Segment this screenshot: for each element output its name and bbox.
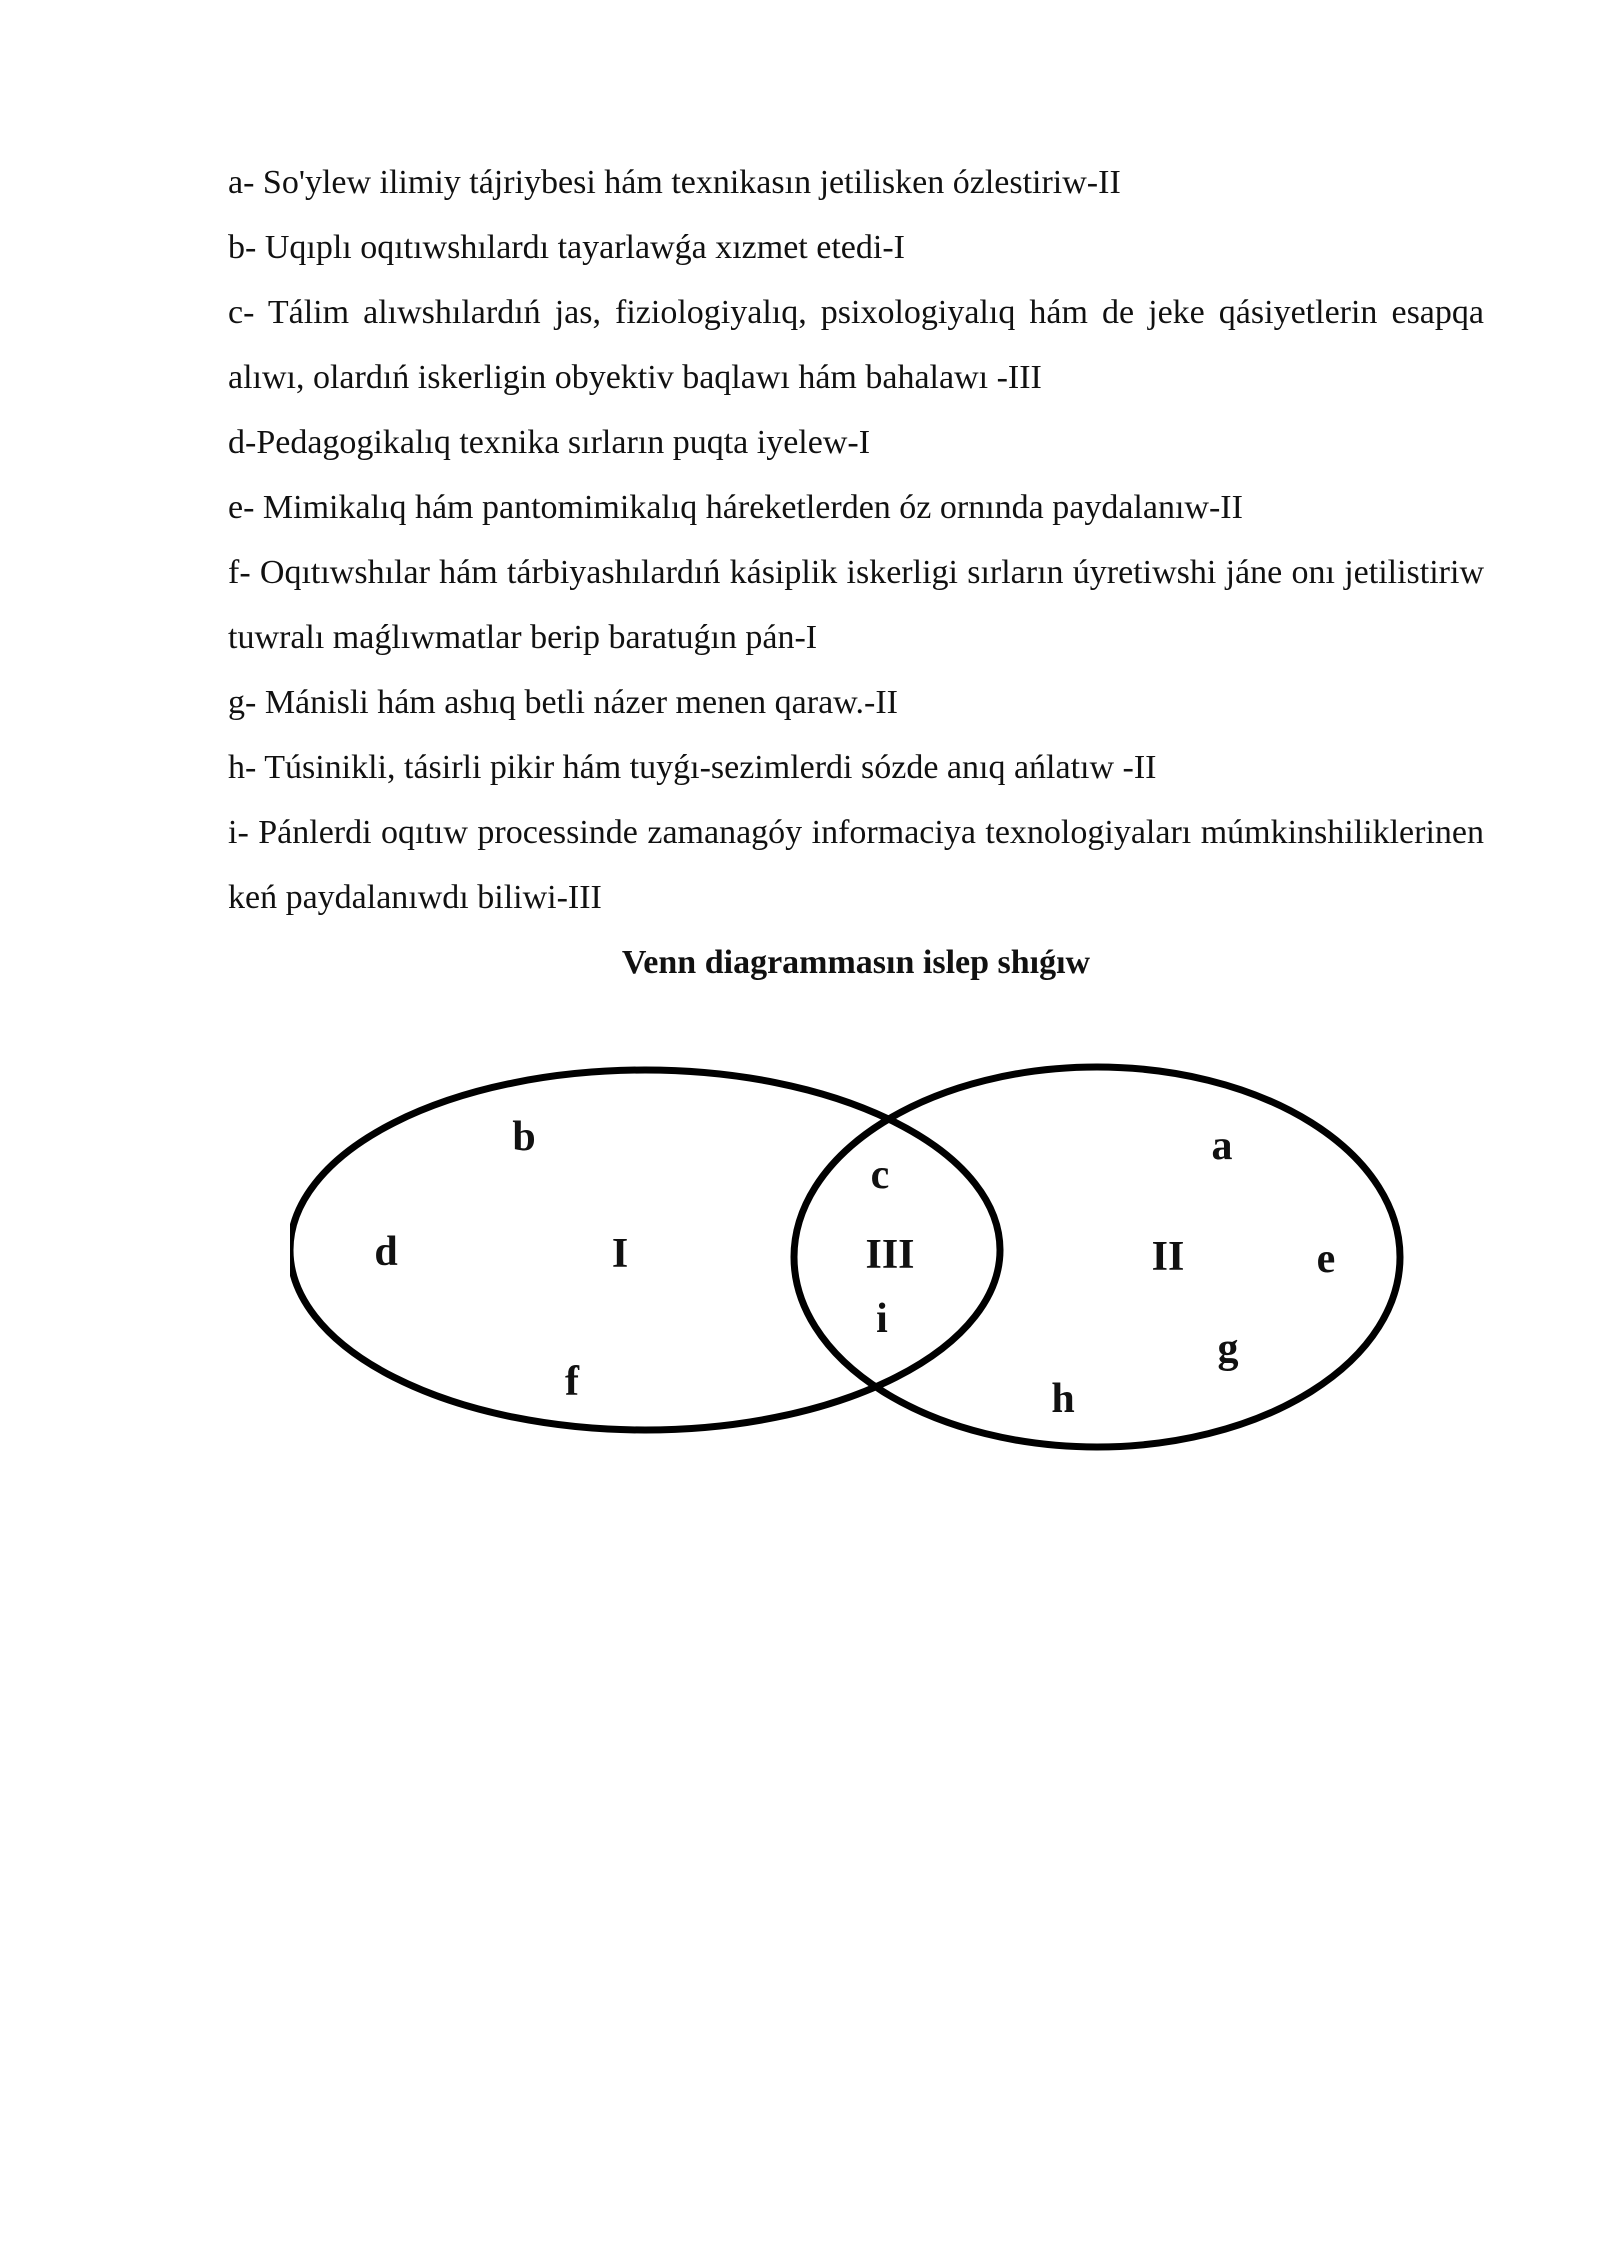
letter-g: g (1217, 1326, 1239, 1372)
letter-f: f (565, 1359, 579, 1405)
venn-diagram (290, 1060, 1410, 1480)
region-label-center: III (865, 1232, 915, 1278)
letter-h: h (1051, 1376, 1075, 1422)
region-label-left: I (611, 1231, 629, 1277)
item-i: i- Pánlerdi oqıtıw processinde zamanagóy informaciya texnologiyaları múmkinshiliklerinen keń paydalanıwdı biliwi-III (228, 814, 1484, 916)
letter-c: c (870, 1152, 890, 1198)
letter-a: a (1211, 1123, 1233, 1169)
item-g: g- Mánisli hám ashıq betli názer menen qaraw.-II (228, 684, 898, 721)
letter-i: i (876, 1296, 888, 1342)
item-h: h- Túsinikli, tásirli pikir hám tuyǵı-sezimlerdi sózde anıq ańlatıw -II (228, 749, 1157, 786)
item-d: d-Pedagogikalıq texnika sırların puqta iyelew-I (228, 424, 871, 461)
document-body (228, 150, 1484, 995)
item-c: c- Tálim alıwshılardıń jas, fiziologiyalıq, psixologiyalıq hám de jeke qásiyetlerin esapqa alıwı, olardıń iskerligin obyektiv baqlawı hám bahalawı -III (228, 294, 1484, 396)
item-f: f- Oqıtıwshılar hám tárbiyashılardıń kásiplik iskerligi sırların úyretiwshi jáne onı jetilistiriw tuwralı maǵlıwmatlar berip baratuǵın pán-I (228, 554, 1484, 656)
item-a: a- So'ylew ilimiy tájriybesi hám texnikasın jetilisken ózlestiriw-II (228, 164, 1121, 201)
region-label-right: II (1151, 1234, 1185, 1280)
letter-d: d (374, 1229, 398, 1275)
item-e: e- Mimikalıq hám pantomimikalıq háreketlerden óz ornında paydalanıw-II (228, 489, 1243, 526)
diagram-title: Venn diagrammasın islep shıǵıw (621, 944, 1091, 981)
letter-e: e (1316, 1236, 1336, 1282)
letter-b: b (512, 1114, 536, 1160)
item-b: b- Uqıplı oqıtıwshılardı tayarlawǵa xızmet etedi-I (228, 229, 905, 266)
